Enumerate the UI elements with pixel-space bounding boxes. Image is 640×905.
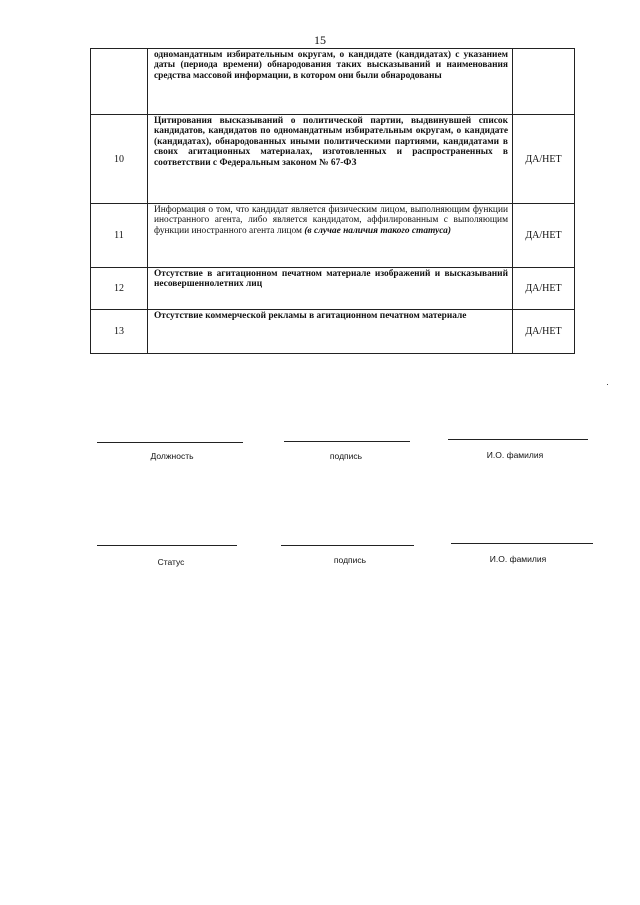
table-row (91, 49, 575, 115)
name-label: И.О. фамилия (486, 450, 544, 460)
row-answer: ДА/НЕТ (513, 268, 575, 310)
table-row (91, 268, 575, 310)
signature-label: подпись (329, 451, 363, 461)
row-text-main: Информация о том, что кандидат является физическим лицом, выполняющим функции иностранного агента, либо является кандидатом, аффилированным с выполяющим функции иностранного агента лицом (154, 205, 508, 236)
status-label: Статус (157, 557, 185, 567)
row-number: 11 (91, 204, 148, 268)
row-answer: ДА/НЕТ (513, 204, 575, 268)
table-row (91, 115, 575, 204)
table-row (91, 310, 575, 354)
table-row (91, 204, 575, 268)
signature-label: подпись (333, 555, 367, 565)
name-signature-line (448, 439, 588, 440)
position-label: Должность (150, 451, 194, 461)
row-text: одномандатным избирательным округам, о кандидате (кандидатах) с указанием даты (периода времени) обнародования таких высказываний и наименования средства массовой информации, в котором они были обнародованы (148, 49, 513, 115)
row-answer: ДА/НЕТ (513, 310, 575, 354)
row-text (148, 204, 513, 268)
page-number: 15 (314, 33, 326, 47)
position-signature-line (97, 442, 243, 443)
signature-line (284, 441, 410, 442)
row-answer (513, 49, 575, 115)
name-signature-line (451, 543, 593, 544)
row-number (91, 49, 148, 115)
row-number: 10 (91, 115, 148, 204)
row-number: 13 (91, 310, 148, 354)
row-text: Отсутствие в агитационном печатном материале изображений и высказываний несовершеннолетних лиц (148, 268, 513, 310)
name-label: И.О. фамилия (489, 554, 547, 564)
signature-line (281, 545, 414, 546)
row-answer: ДА/НЕТ (513, 115, 575, 204)
status-signature-line (97, 545, 237, 546)
row-text-italic: (в случае наличия такого статуса) (304, 225, 451, 236)
criteria-table (90, 48, 575, 354)
row-text: Цитирования высказываний о политической партии, выдвинувшей список кандидатов, кандидатов по одномандатным избирательным округам, о кандидате (кандидатах), обнародованных иными политическими партиями, кандидатами в своих агитационных материалах, изготовленных и распространенных в соответствии с Федеральным законом № 67-ФЗ (148, 115, 513, 204)
row-text: Отсутствие коммерческой рекламы в агитационном печатном материале (148, 310, 513, 354)
row-number: 12 (91, 268, 148, 310)
stray-dot (607, 384, 608, 385)
